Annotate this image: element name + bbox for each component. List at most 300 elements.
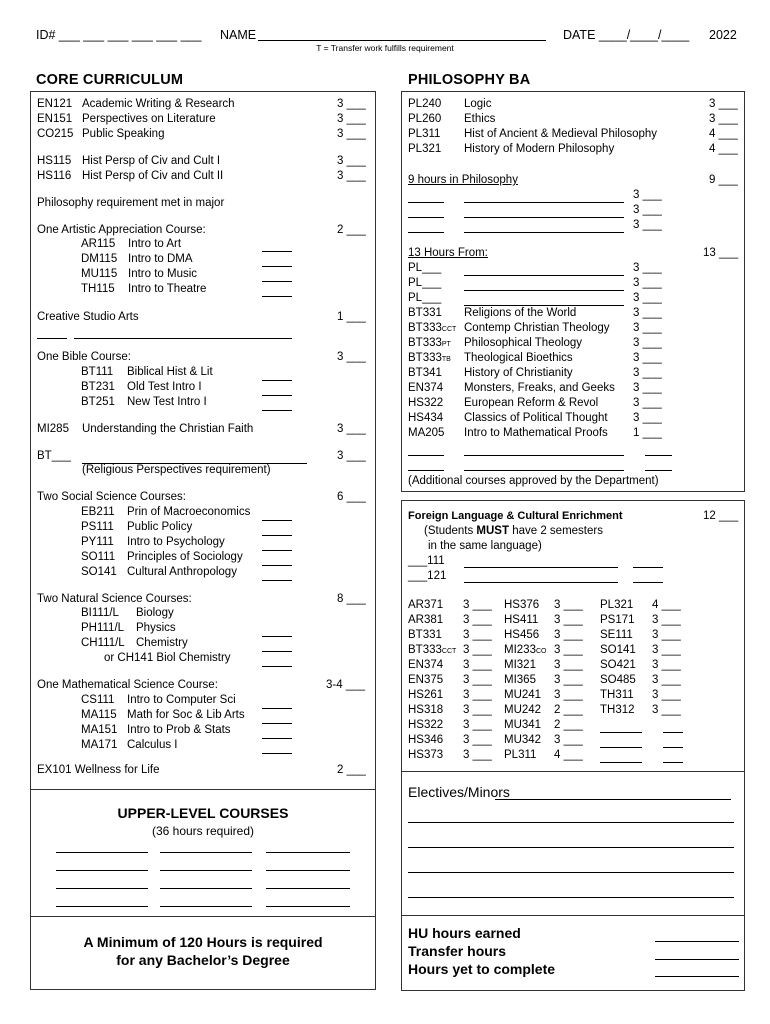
course-code: HS261 [408,689,444,701]
electives-blank[interactable] [408,897,734,898]
enrichment-code [504,659,536,671]
phil-option-hours[interactable]: 3 ___ [633,307,662,319]
upper-level-title: UPPER-LEVEL COURSES [117,805,289,821]
enrichment-blank[interactable] [600,732,642,733]
upper-level-blank[interactable] [160,870,252,871]
studio-blank[interactable] [37,338,67,339]
enrichment-hours[interactable]: 3 ___ [463,614,492,626]
natural-hours[interactable]: 8 ___ [337,593,366,605]
enrichment-hours[interactable]: 3 ___ [463,734,492,746]
enrichment-code [504,749,536,761]
math-check[interactable] [262,738,292,739]
option-code: EN374 [408,382,444,394]
phil-elective-name-blank[interactable] [464,217,624,218]
enrichment-code [600,599,633,611]
core.soc-name: Prin of Macroeconomics [127,506,251,518]
course-code: MI365 [504,674,536,686]
enrichment-code [504,614,538,626]
phil-elective-hours[interactable]: 3 ___ [633,219,662,231]
enrichment-code [600,659,636,671]
core.eng-name: Perspectives on Literature [82,113,216,125]
phil-option-name: Monsters, Freaks, and Geeks [464,382,615,394]
phil-option-hours[interactable]: 3 ___ [633,367,662,379]
social-hours[interactable]: 6 ___ [337,491,366,503]
course-code: MU341 [504,719,542,731]
enrichment-hours[interactable]: 3 ___ [463,629,492,641]
bt-hours[interactable]: 3 ___ [337,450,366,462]
enrichment-code [408,674,443,686]
core.soc-name: Public Policy [127,521,193,533]
math-check[interactable] [262,723,292,724]
bible-check[interactable] [262,380,292,381]
foreign-title: Foreign Language & Cultural Enrichment [408,510,623,522]
phil-option-name: Theological Bioethics [464,352,573,364]
phil-option-hours[interactable]: 1 ___ [633,427,662,439]
wellness: EX101 Wellness for Life [37,764,160,776]
core.soc-name: Principles of Sociology [127,551,243,563]
id-field[interactable]: ID# ___ ___ ___ ___ ___ ___ [36,28,202,42]
pl-blank-code[interactable]: PL___ [408,292,442,304]
core.bible-code: BT251 [81,396,115,408]
core.eng-code: EN151 [37,113,73,125]
phil-req-name: History of Modern Philosophy [464,143,615,155]
art-hours[interactable]: 2 ___ [337,224,366,236]
art-head: One Artistic Appreciation Course: [37,224,206,236]
enrichment-hours[interactable]: 3 ___ [652,689,681,701]
pl-name-blank[interactable] [464,290,624,291]
core.art-name: Intro to Music [128,268,198,280]
phil-req-code: PL311 [408,128,441,140]
course-code: MI233CO [504,644,547,656]
upper-level-blank[interactable] [56,852,148,853]
core.eng-code: EN121 [37,98,73,110]
philosophy-title: PHILOSOPHY BA [408,72,531,88]
phil-option-hours[interactable]: 3 ___ [633,397,662,409]
math-check[interactable] [262,708,292,709]
lang-121-name[interactable] [464,582,618,583]
hu-hours-earned: HU hours earned [408,925,521,941]
enrichment-hours[interactable]: 3 ___ [652,659,681,671]
philosophy-requirement: Philosophy requirement met in major [37,197,225,209]
enrichment-hours[interactable]: 3 ___ [652,629,681,641]
phil-option-name: History of Christianity [464,367,573,379]
foreign-note-2: in the same language) [428,540,542,552]
enrichment-code [408,599,443,611]
studio-hours[interactable]: 1 ___ [337,311,366,323]
enrichment-hours[interactable]: 3 ___ [463,644,492,656]
transfer-note: T = Transfer work fulfills requirement [316,43,454,53]
electives-blank[interactable] [408,822,734,823]
course-code: AR371 [408,599,444,611]
core.bible-name: Biblical Hist & Lit [127,366,213,378]
transfer-blank[interactable] [655,959,739,960]
enrichment-hours[interactable]: 3 ___ [463,659,492,671]
enrichment-code [600,689,634,701]
course-code: MU242 [504,704,542,716]
hu-earned-blank[interactable] [655,941,739,942]
enrichment-code [504,719,541,731]
bt-code: BT___ [37,450,71,462]
phil-option-hours[interactable]: 3 ___ [633,412,662,424]
phil-req-name: Ethics [464,113,496,125]
enrichment-hours[interactable]: 2 ___ [554,704,583,716]
course-code: SE111 [600,629,633,641]
enrichment-code [408,644,456,656]
course-code: HS373 [408,749,444,761]
core.hist-name: Hist Persp of Civ and Cult II [82,170,224,182]
core.soc-code: SO141 [81,566,117,578]
core.eng-name: Public Speaking [82,128,165,140]
social-check[interactable] [262,550,292,551]
core.hist-code: HS115 [37,155,72,167]
lang-121-hrs[interactable] [633,582,663,583]
upper-level-sub: (36 hours required) [151,824,255,838]
enrichment-hours[interactable]: 3 ___ [463,719,492,731]
enrichment-blank[interactable] [600,747,642,748]
social-check[interactable] [262,580,292,581]
phil-option-code [408,412,443,424]
course-code: MI321 [504,659,536,671]
enrichment-code [408,719,443,731]
phil-option-name: Philosophical Theology [464,337,583,349]
phil-req-hours[interactable]: 3 ___ [709,98,738,110]
math-hours[interactable]: 3-4 ___ [326,679,366,691]
upper-level-blank[interactable] [160,852,252,853]
phil-elective-code-blank[interactable] [408,202,444,203]
pl-blank-code[interactable]: PL___ [408,277,442,289]
social-check[interactable] [262,520,292,521]
phil-req-hours[interactable]: 4 ___ [709,143,738,155]
pl-blank-hours[interactable]: 3 ___ [633,277,662,289]
enrichment-hours[interactable]: 3 ___ [554,644,583,656]
option-code: HS434 [408,412,444,424]
enrichment-code [504,704,541,716]
enrichment-code [600,674,636,686]
electives-blank[interactable] [495,799,731,800]
bible-hours[interactable]: 3 ___ [337,351,366,363]
phil-option-name: Religions of the World [464,307,577,319]
phil-elective-hours[interactable]: 3 ___ [633,204,662,216]
course-code: BT333CCT [408,644,457,656]
core.art-code: AR115 [81,238,116,250]
social-check[interactable] [262,565,292,566]
extra-code-blank[interactable] [408,455,444,456]
year: 2022 [709,28,737,42]
course-code: SO485 [600,674,636,686]
phil-option-code [408,307,442,319]
core.hist-name: Hist Persp of Civ and Cult I [82,155,221,167]
course-code: EN375 [408,674,444,686]
pl-name-blank[interactable] [464,305,624,306]
extra-name-blank[interactable] [464,470,624,471]
enrichment-hours[interactable]: 3 ___ [554,659,583,671]
enrichment-blank[interactable] [663,747,683,748]
core-title: CORE CURRICULUM [36,72,184,88]
option-suffix: PT [441,341,451,348]
enrichment-hours[interactable]: 3 ___ [554,599,583,611]
core.hist-hours[interactable]: 3 ___ [337,155,366,167]
social-head: Two Social Science Courses: [37,491,186,503]
enrichment-code [408,614,443,626]
option-code: BT341 [408,367,442,379]
core.math-name: Math for Soc & Lib Arts [127,709,245,721]
electives-label: Electives/Minors [408,784,510,800]
core.eng-code: CO215 [37,128,74,140]
core.hist-hours[interactable]: 3 ___ [337,170,366,182]
upper-level-blank[interactable] [266,906,350,907]
enrichment-code [600,629,633,641]
core.soc-code: EB211 [81,506,115,518]
core.art-code: MU115 [81,268,118,280]
core.hist-code: HS116 [37,170,72,182]
phil-option-name: European Reform & Revol [464,397,599,409]
enrichment-hours[interactable]: 3 ___ [554,674,583,686]
natural-head: Two Natural Science Courses: [37,593,192,605]
core.art-code: DM115 [81,253,118,265]
math-check[interactable] [262,753,292,754]
upper-level-blank[interactable] [160,906,252,907]
hours-yet-to-complete: Hours yet to complete [408,961,556,977]
core.bible-name: New Test Intro I [127,396,207,408]
extra-code-blank[interactable] [408,470,444,471]
art-check[interactable] [262,251,292,252]
phil-req-code: PL321 [408,143,442,155]
phil-req-name: Logic [464,98,492,110]
foreign-note-1 [424,525,603,537]
core.nat-code: CH111/L [81,637,125,649]
phil-elective-code-blank[interactable] [408,217,444,218]
creative-studio: Creative Studio Arts [37,311,139,323]
mi285-code: MI285 [37,423,69,435]
core.bible-code: BT111 [81,366,114,378]
enrichment-code [504,734,541,746]
upper-level-blank[interactable] [56,888,148,889]
enrichment-hours[interactable]: 3 ___ [554,614,583,626]
enrichment-hours[interactable]: 4 ___ [652,599,681,611]
name-label: NAME [220,28,257,42]
enrichment-code [600,644,636,656]
enrichment-code [408,659,443,671]
option-suffix: CCT [441,326,457,333]
mi285-hours[interactable]: 3 ___ [337,423,366,435]
additional-courses-note: (Additional courses approved by the Department) [408,475,659,487]
bt-note: (Religious Perspectives requirement) [82,464,271,476]
course-code: HS376 [504,599,540,611]
enrichment-hours[interactable]: 3 ___ [463,599,492,611]
minimum-line2: for any Bachelor’s Degree [116,952,290,968]
core.math-code: MA171 [81,739,118,751]
core.math-code: CS111 [81,694,115,706]
upper-level-blank[interactable] [266,870,350,871]
core.eng-hours[interactable]: 3 ___ [337,128,366,140]
natural-check[interactable] [262,651,292,652]
pl-name-blank[interactable] [464,275,624,276]
enrichment-hours[interactable]: 4 ___ [554,749,583,761]
core.soc-code: PS111 [81,521,114,533]
mi285-name: Understanding the Christian Faith [82,423,254,435]
enrichment-code [408,704,443,716]
core.math-name: Intro to Prob & Stats [127,724,231,736]
phil-option-hours[interactable]: 3 ___ [633,322,662,334]
phil-req-hours[interactable]: 3 ___ [709,113,738,125]
core.soc-name: Cultural Anthropology [127,566,237,578]
foreign-note-part: (Students [424,525,477,537]
lang-111-hrs[interactable] [633,567,663,568]
nine-hours-total[interactable]: 9 ___ [709,174,738,186]
course-code: BT331 [408,629,442,641]
art-check[interactable] [262,266,292,267]
enrichment-blank[interactable] [600,762,642,763]
course-code: HS346 [408,734,444,746]
core.art-name: Intro to Art [128,238,182,250]
course-code: SO421 [600,659,636,671]
thirteen-hours-total[interactable]: 13 ___ [703,247,739,259]
enrichment-hours[interactable]: 3 ___ [463,689,492,701]
core.nat-code: PH111/L [81,622,125,634]
core.soc-name: Intro to Psychology [127,536,225,548]
social-check[interactable] [262,535,292,536]
option-code: BT333 [408,322,442,334]
phil-option-code [408,367,442,379]
date-field[interactable]: DATE ____/____/____ [563,28,690,42]
natural-check[interactable] [262,666,292,667]
course-code: HS456 [504,629,540,641]
phil-req-hours[interactable]: 4 ___ [709,128,738,140]
course-code: PS171 [600,614,635,626]
foreign-note-part: have 2 semesters [509,525,603,537]
phil-elective-code-blank[interactable] [408,232,444,233]
core.nat-name: Physics [136,622,176,634]
foreign-hours[interactable]: 12 ___ [703,510,739,522]
electives-blank[interactable] [408,847,734,848]
enrichment-code [504,599,539,611]
enrichment-hours[interactable]: 3 ___ [554,629,583,641]
wellness-hours[interactable]: 2 ___ [337,764,366,776]
enrichment-blank[interactable] [663,732,683,733]
enrichment-hours[interactable]: 3 ___ [652,674,681,686]
course-code: AR381 [408,614,444,626]
enrichment-blank[interactable] [663,762,683,763]
core.soc-code: SO111 [81,551,116,563]
phil-elective-name-blank[interactable] [464,202,624,203]
lang-111-name[interactable] [464,567,618,568]
core.math-code: MA115 [81,709,117,721]
lang-111[interactable]: ___111 [408,555,445,567]
art-check[interactable] [262,281,292,282]
phil-option-hours[interactable]: 3 ___ [633,382,662,394]
enrichment-hours[interactable]: 2 ___ [554,719,583,731]
enrichment-hours[interactable]: 3 ___ [463,674,492,686]
enrichment-hours[interactable]: 3 ___ [652,614,681,626]
phil-req-code: PL240 [408,98,442,110]
upper-level-blank[interactable] [266,852,350,853]
phil-elective-name-blank[interactable] [464,232,624,233]
option-code: HS322 [408,397,444,409]
remaining-blank[interactable] [655,976,739,977]
course-code: PL311 [504,749,537,761]
natural-check[interactable] [262,636,292,637]
lang-121[interactable]: ___121 [408,570,447,582]
core.eng-hours[interactable]: 3 ___ [337,113,366,125]
phil-option-hours[interactable]: 3 ___ [633,337,662,349]
upper-level-blank[interactable] [56,870,148,871]
enrichment-hours[interactable]: 3 ___ [463,704,492,716]
math-head: One Mathematical Science Course: [37,679,218,691]
core.math-name: Calculus I [127,739,178,751]
pl-blank-code[interactable]: PL___ [408,262,442,274]
core.math-name: Intro to Computer Sci [127,694,236,706]
core.bible-name: Old Test Intro I [127,381,202,393]
course-code: TH312 [600,704,635,716]
nine-hours-head: 9 hours in Philosophy [408,174,518,186]
core.bible-code: BT231 [81,381,115,393]
upper-level-blank[interactable] [266,888,350,889]
upper-level-blank[interactable] [56,906,148,907]
enrichment-hours[interactable]: 3 ___ [554,689,583,701]
bible-check[interactable] [262,410,292,411]
extra-hours-blank[interactable] [645,470,672,471]
foreign-note-part: MUST [476,525,510,537]
enrichment-hours[interactable]: 3 ___ [463,749,492,761]
phil-req-code: PL260 [408,113,442,125]
phil-option-name: Intro to Mathematical Proofs [464,427,608,439]
core.eng-hours[interactable]: 3 ___ [337,98,366,110]
enrichment-code [504,629,539,641]
option-code: BT331 [408,307,442,319]
core.art-name: Intro to DMA [128,253,193,265]
phil-option-code [408,352,451,364]
extra-name-blank[interactable] [464,455,624,456]
core.nat-name: Chemistry [136,637,188,649]
course-code: HS411 [504,614,539,626]
course-code: EN374 [408,659,444,671]
phil-option-code [408,427,444,439]
minimum-line1: A Minimum of 120 Hours is required [83,934,323,950]
enrichment-code [600,704,635,716]
studio-blank[interactable] [74,338,292,339]
bible-check[interactable] [262,395,292,396]
phil-req-name: Hist of Ancient & Medieval Philosophy [464,128,658,140]
enrichment-hours[interactable]: 3 ___ [652,704,681,716]
core.math-code: MA151 [81,724,118,736]
phil-option-code [408,322,456,334]
upper-level-blank[interactable] [160,888,252,889]
course-code-suffix: CO [535,648,547,655]
phil-elective-hours[interactable]: 3 ___ [633,189,662,201]
name-field[interactable] [258,40,546,41]
enrichment-hours[interactable]: 3 ___ [554,734,583,746]
course-code: TH311 [600,689,634,701]
phil-option-hours[interactable]: 3 ___ [633,352,662,364]
option-code: MA205 [408,427,445,439]
phil-option-code [408,397,443,409]
phil-option-name: Contemp Christian Theology [464,322,610,334]
course-code: SO141 [600,644,636,656]
enrichment-code [600,614,635,626]
pl-blank-hours[interactable]: 3 ___ [633,292,662,304]
art-check[interactable] [262,296,292,297]
electives-blank[interactable] [408,872,734,873]
course-code: HS322 [408,719,444,731]
core.soc-code: PY111 [81,536,114,548]
pl-blank-hours[interactable]: 3 ___ [633,262,662,274]
extra-hours-blank[interactable] [645,455,672,456]
enrichment-code [504,644,546,656]
enrichment-code [504,674,536,686]
core.eng-name: Academic Writing & Research [82,98,235,110]
core.art-code: TH115 [81,283,115,295]
enrichment-hours[interactable]: 3 ___ [652,644,681,656]
